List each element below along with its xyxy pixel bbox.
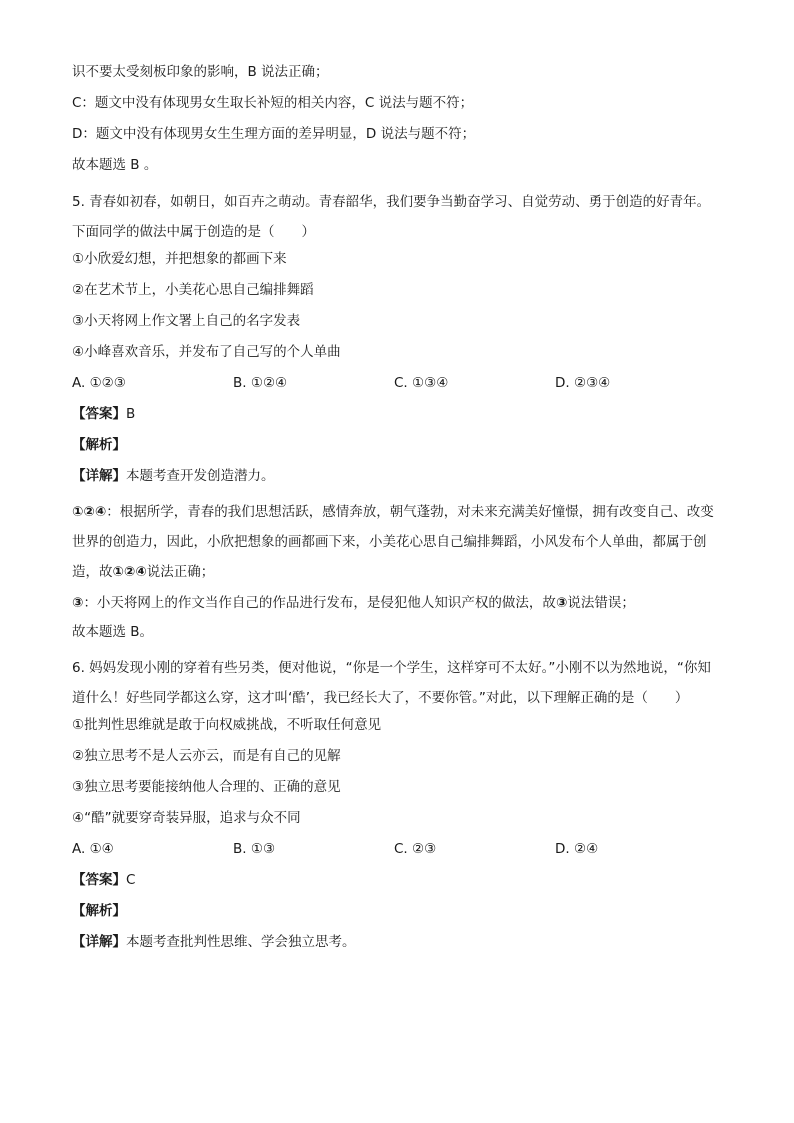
- explain-text: ：根据所学，青春的我们思想活跃，感情奔放，朝气蓬勃，对未来充满美好憧憬，拥有改变自己、改变世界的创造力，因此，小欣把想象的画都画下来，小美花心思自己编排舞蹈，小风发布个人单曲，都属于创造，故: [72, 504, 714, 580]
- explain-end: 说法错误；: [567, 595, 635, 611]
- question-5-item-4: ④小峰喜欢音乐，并发布了自己写的个人单曲: [72, 344, 341, 360]
- question-5-stem: 5. 青春如初春，如朝日，如百卉之萌动。青春韶华，我们要争当勤奋学习、自觉劳动、勇于创造的好青年。下面同学的做法中属于创造的是（ ）: [72, 194, 711, 240]
- answer-value: C: [126, 872, 136, 888]
- question-5-conclusion: 故本题选 B。: [72, 624, 154, 640]
- question-5-item-2: ②在艺术节上，小美花心思自己编排舞蹈: [72, 282, 314, 298]
- question-6-item-3: ③独立思考要能接纳他人合理的、正确的意见: [72, 779, 341, 795]
- question-6-analysis-tag: 【解析】: [72, 903, 126, 919]
- text-line: 故本题选 B 。: [72, 157, 158, 173]
- document-page: [72, 62, 722, 963]
- question-5-detail: [72, 466, 722, 486]
- text-line: C：题文中没有体现男女生取长补短的相关内容，C 说法与题不符；: [72, 95, 474, 111]
- question-6-stem: 6. 妈妈发现小刚的穿着有些另类，便对他说，“你是一个学生，这样穿可不太好。”小刚不以为然地说，“你知道什么！好些同学都这么穿，这才叫‘酷’，我已经长大了，不要你管。”对此，以下理解正确的是（ ）: [72, 660, 711, 706]
- text-line: 识不要太受刻板印象的影响，B 说法正确；: [72, 64, 329, 80]
- question-6-answer: [72, 870, 722, 890]
- option-b: B. ①②④: [233, 375, 288, 391]
- question-6-item-2: ②独立思考不是人云亦云，而是有自己的见解: [72, 748, 341, 764]
- option-a: A. ①④: [72, 841, 114, 857]
- option-c: C. ②③: [394, 841, 437, 857]
- detail-text: 本题考查开发创造潜力。: [126, 468, 275, 484]
- question-5-options: [72, 373, 722, 393]
- question-6-options: [72, 839, 722, 859]
- question-5-explain-1: [72, 497, 722, 587]
- explain-end: 说法正确；: [146, 564, 215, 580]
- answer-tag: 【答案】: [72, 872, 126, 888]
- question-5-analysis-tag: 【解析】: [72, 437, 126, 453]
- explain-mark: ③: [72, 595, 84, 611]
- question-5-item-3: ③小天将网上作文署上自己的名字发表: [72, 313, 301, 329]
- detail-tag: 【详解】: [72, 934, 126, 950]
- question-5-answer: [72, 404, 722, 424]
- explain-mark-2: ③: [555, 595, 568, 611]
- question-5-item-1: ①小欣爱幻想，并把想象的都画下来: [72, 251, 287, 267]
- detail-text: 本题考查批判性思维、学会独立思考。: [126, 934, 356, 950]
- option-c: C. ①③④: [394, 375, 449, 391]
- question-6-item-1: ①批判性思维就是敢于向权威挑战，不听取任何意见: [72, 717, 382, 733]
- explain-mark-2: ①②④: [112, 564, 147, 580]
- question-6-item-4: ④“酷”就要穿奇装异服，追求与众不同: [72, 810, 301, 826]
- explain-mark: ①②④: [72, 504, 107, 520]
- answer-tag: 【答案】: [72, 406, 126, 422]
- question-5-explain-2: [72, 588, 722, 618]
- option-d: D. ②③④: [555, 375, 611, 391]
- question-6-detail: [72, 932, 722, 952]
- option-b: B. ①③: [233, 841, 276, 857]
- detail-tag: 【详解】: [72, 468, 126, 484]
- option-a: A. ①②③: [72, 375, 126, 391]
- text-line: D：题文中没有体现男女生生理方面的差异明显，D 说法与题不符；: [72, 126, 476, 142]
- option-d: D. ②④: [555, 841, 599, 857]
- explain-text: ：小天将网上的作文当作自己的作品进行发布，是侵犯他人知识产权的做法，故: [83, 595, 556, 611]
- answer-value: B: [126, 406, 136, 422]
